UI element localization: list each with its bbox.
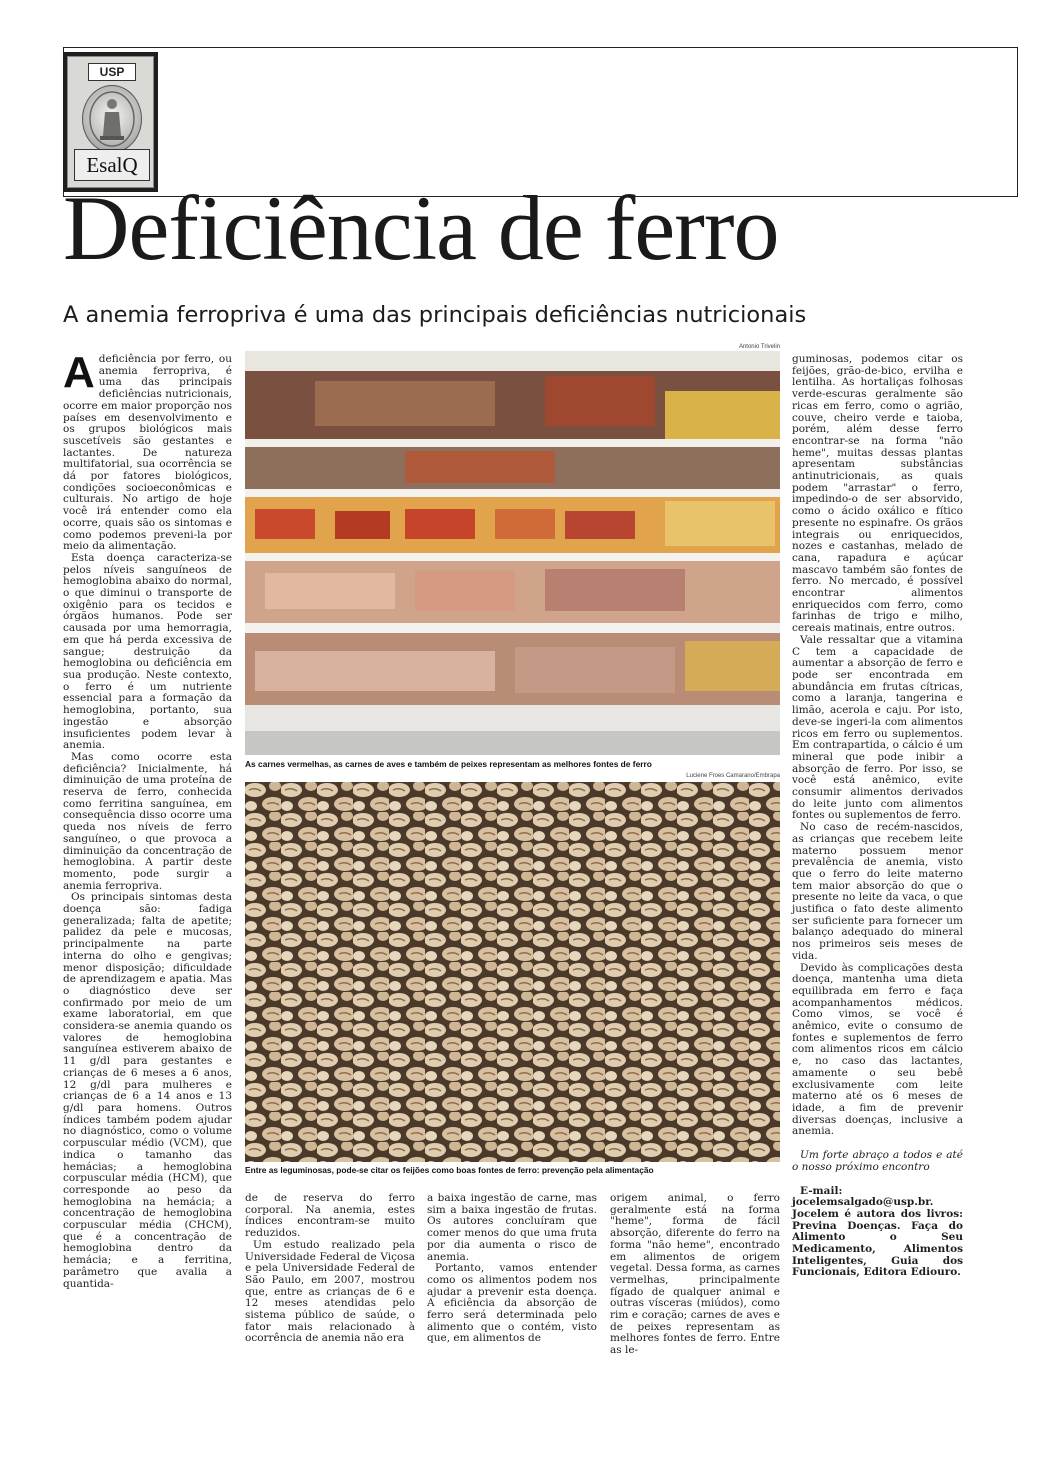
seal-icon <box>82 85 142 153</box>
meat-shelves-image <box>245 351 780 755</box>
article-paragraph: Um estudo realizado pela Universidade Federal de Viçosa e pela Universidade Federal de São Paulo, em 2007, mostrou que, entre as crianças de 6 e 12 meses atendidas pelo sistema público de saúde, o fator mais relacionado à ocorrência de anemia não era <box>245 1238 415 1345</box>
article-column-2 <box>245 1193 415 1345</box>
esalq-logo <box>63 52 158 192</box>
beans-photo <box>245 782 780 1162</box>
header-frame <box>63 47 1018 197</box>
logo-panel <box>67 56 154 188</box>
meat-shelves-photo <box>245 351 780 755</box>
photo-caption: As carnes vermelhas, as carnes de aves e também de peixes representam as melhores fontes de ferro <box>245 759 652 769</box>
photo-credit: Luciene Froes Camarano/Embrapa <box>686 773 780 779</box>
article-column-4 <box>610 1193 780 1357</box>
article-paragraph: Portanto, vamos entender como os alimentos podem nos ajudar a prevenir esta doença. A eficiência da absorção de ferro será determinada pelo alimento que o contém, visto que, em alimentos de <box>427 1262 597 1345</box>
article-paragraph: de de reserva do ferro corporal. Na anemia, estes índices encontram-se muito reduzidos. <box>245 1192 415 1240</box>
article-paragraph: guminosas, podemos citar os feijões, grão-de-bico, ervilha e lentilha. As hortaliças folhosas verde-escuras geralmente são ricas em ferro, como o agrião, couve, cheiro verde e taioba, porém, além desse ferro encontrar-se na forma "não heme", muitas dessas plantas apresentam substâncias antinutricionais, as quais podem "arrastar" o ferro, impedindo-o de ser absorvido, como o ácido oxálico e fítico presente no espinafre. Os grãos integrais ou enriquecidos, nozes e castanhas, melado de cana, rapadura e açúcar mascavo também são fontes de ferro. No mercado, é possível encontrar alimentos enriquecidos com ferro, como farinhas de trigo e milho, cereais matinais, entre outros. <box>792 353 963 635</box>
article-column-1 <box>63 348 232 1290</box>
photo-credit: Antonio Trivelin <box>738 344 780 350</box>
logo-esalq-text: EsalQ <box>74 149 150 181</box>
signoff-text: Um forte abraço a todos e até o nosso próximo encontro <box>792 1149 963 1173</box>
page-title: Deficiência de ferro <box>63 177 779 279</box>
article-paragraph: Esta doença caracteriza-se pelos níveis sanguíneos de hemoglobina abaixo do normal, o que diminui o transporte de oxigênio para os tecidos e órgãos humanos. Pode ser causada por uma hemorragia, em que há perda excessiva de sangue; destruição da hemoglobina ou deficiência em sua produção. Neste contexto, o ferro é um nutriente essencial para a formação da hemoglobina, portanto, sua ingestão e absorção insuficientes podem levar à anemia. <box>63 551 232 752</box>
article-paragraph: No caso de recém-nascidos, as crianças que recebem leite materno possuem menor prevalência de anemia, visto que o ferro do leite materno tem maior absorção do que o presente no leite da vaca, o que justifica o fato deste alimento ser suficiente para fornecer um balanço adequado do mineral nos primeiros seis meses de vida. <box>792 821 963 962</box>
article-paragraph: Os principais sintomas desta doença são: fadiga generalizada; falta de apetite; palidez da pele e mucosas, principalmente na parte interna do olho e gengivas; menor disposição; dificuldade de aprendizagem e apatia. Mas o diagnóstico deve ser confirmado por meio de um exame laboratorial, em que considera-se anemia quando os valores de hemoglobina sanguínea estiverem abaixo de 11 g/dl para gestantes e crianças de 6 meses a 6 anos, 12 g/dl para mulheres e crianças de 6 a 14 anos e 13 g/dl para homens. Outros índices também podem ajudar no diagnóstico, como o volume corpuscular médio (VCM), que indica o tamanho das hemácias; a hemoglobina corpuscular média (HCM), que corresponde ao peso da hemoglobina na hemácia; a concentração de hemoglobina corpuscular média (CHCM), que é a concentração de hemoglobina dentro da hemácia; e a ferritina, parâmetro que avalia a quantida- <box>63 891 232 1290</box>
article-paragraph <box>63 348 232 553</box>
logo-usp-text: USP <box>88 63 136 81</box>
page-subtitle: A anemia ferropriva é uma das principais deficiências nutricionais <box>63 302 807 328</box>
article-paragraph: origem animal, o ferro geralmente está na forma "heme", forma de fácil absorção, diferente do ferro na forma "não heme", encontrado em alimentos de origem vegetal. Dessa forma, as carnes vermelhas, principalmente fígado de qualquer animal e outras vísceras (miúdos), como rim e coração; carnes de aves e de peixes representam as melhores fontes de ferro. Entre as le- <box>610 1192 780 1357</box>
paragraph-text: deficiência por ferro, ou anemia ferropriva, é uma das principais deficiências nutricionais, ocorre em maior proporção nos países em desenvolvimento e os grupos biológicos mais suscetíveis são gestantes e lactantes. De natureza multifatorial, sua ocorrência se dá por fatores biológicos, condições socioeconômicas e culturais. No artigo de hoje você irá entender como ela ocorre, quais são os sintomas e como podemos preveni-la por meio da alimentação. <box>63 353 232 553</box>
article-paragraph: Mas como ocorre esta deficiência? Inicialmente, há diminuição de uma proteína de reserva de ferro, conhecida como ferritina sanguínea, em consequência disso ocorre uma queda nos níveis de ferro sanguíneo, o que provoca a diminuição da concentração de hemoglobina. A partir deste momento, pode surgir a anemia ferropriva. <box>63 750 232 892</box>
article-paragraph: Vale ressaltar que a vitamina C tem a capacidade de aumentar a absorção de ferro e pode ser encontrada em abundância em frutas cítricas, como a laranja, tangerina e limão, acerola e caju. Por isto, deve-se ingeri-la com alimentos ricos em ferro ou suplementos. Em contrapartida, o cálcio é um mineral que pode inibir a absorção de ferro. Por isso, se você está anêmico, evite consumir alimentos derivados do leite junto com alimentos fontes ou suplementos de ferro. <box>792 633 963 822</box>
beans-image <box>245 782 780 1162</box>
article-column-5 <box>792 354 963 1279</box>
article-paragraph: Devido às complicações desta doença, mantenha uma dieta equilibrada em ferro e faça acompanhamentos médicos. Como vimos, se você é anêmico, evite o consumo de fontes e suplementos de ferro com alimentos ricos em cálcio e, no caso das lactantes, amamente o seu bebê exclusivamente com leite materno até os 6 meses de idade, a fim de prevenir diversas doenças, inclusive a anemia. <box>792 961 963 1138</box>
article-column-3 <box>427 1193 597 1345</box>
drop-cap: A <box>63 348 95 397</box>
article-paragraph: a baixa ingestão de carne, mas sim a baixa ingestão de frutas. Os autores concluíram que comer menos do que uma fruta por dia aumenta o risco de anemia. <box>427 1192 597 1263</box>
photo-caption: Entre as leguminosas, pode-se citar os feijões como boas fontes de ferro: prevenção pela alimentação <box>245 1165 654 1175</box>
author-contact: E-mail: jocelemsalgado@usp.br. Jocelem é autora dos livros: Previna Doenças. Faça do Alimento o Seu Medicamento, Alimentos Inteligentes, Guia dos Funcionais, Editora Ediouro. <box>792 1184 963 1279</box>
